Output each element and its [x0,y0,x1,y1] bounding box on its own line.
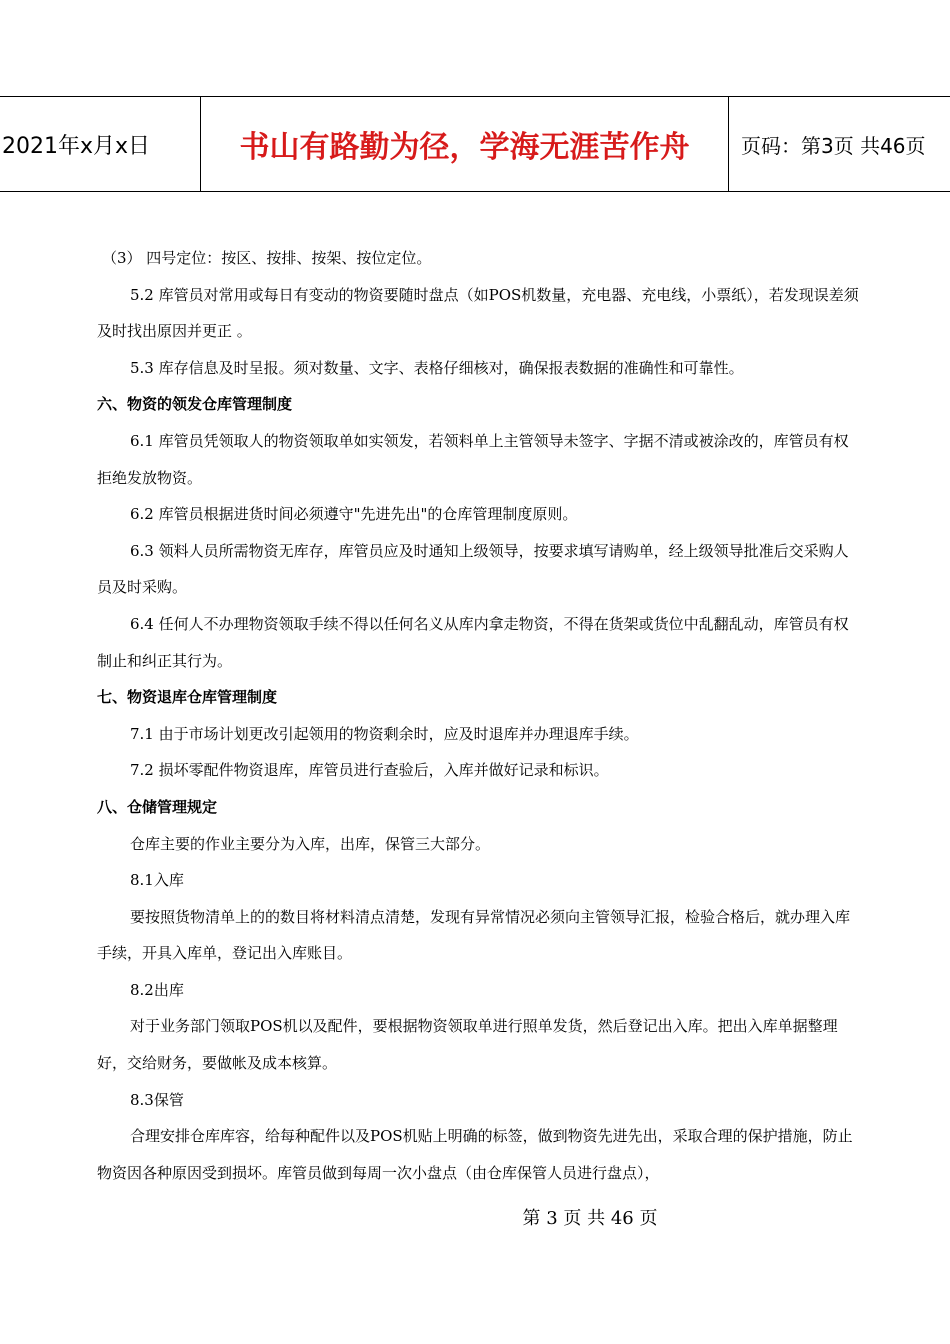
header-motto: 书山有路勤为径，学海无涯苦作舟 [201,97,729,191]
subheading-8-1: 8.1入库 [130,871,184,890]
paragraph-warehouse-overview: 仓库主要的作业主要分为入库，出库，保管三大部分。 [130,834,491,853]
header-date: 2021年x月x日 [0,97,201,191]
paragraph-6-1: 6.1 库管员凭领取人的物资领取单如实领发，若领料单上主管领导未签字、字据不清或被涂改的，库管员有权拒绝发放物资。 [97,431,849,487]
subheading-8-2: 8.2出库 [130,980,184,999]
paragraph-5-3: 5.3 库存信息及时呈报。须对数量、文字、表格仔细核对，确保报表数据的准确性和可靠性。 [130,358,744,377]
paragraph-6-2: 6.2 库管员根据进货时间必须遵守"先进先出"的仓库管理制度原则。 [130,505,578,524]
paragraph-outbound: 对于业务部门领取POS机以及配件，要根据物资领取单进行照单发货，然后登记出入库。把出入库单据整理好，交给财务，要做帐及成本核算。 [97,1017,838,1073]
section-heading-8: 八、仓储管理规定 [97,797,218,816]
paragraph-6-4: 6.4 任何人不办理物资领取手续不得以任何名义从库内拿走物资，不得在货架或货位中乱翻乱动，库管员有权制止和纠正其行为。 [97,614,849,670]
paragraph-5-2: 5.2 库管员对常用或每日有变动的物资要随时盘点（如POS机数量，充电器、充电线，小票纸），若发现误差须及时找出原因并更正 。 [97,285,859,341]
header-page-number: 页码：第3页 共46页 [741,133,926,158]
paragraph-storage: 合理安排仓库库容，给每种配件以及POS机贴上明确的标签，做到物资先进先出，采取合理的保护措施，防止物资因各种原因受到损坏。库管员做到每周一次小盘点（由仓库保管人员进行盘点）， [97,1127,853,1182]
page-footer: 第 3 页 共 46 页 [522,1208,658,1229]
paragraph-7-2: 7.2 损坏零配件物资退库，库管员进行查验后，入库并做好记录和标识。 [130,761,609,780]
paragraph-inbound: 要按照货物清单上的的数目将材料清点清楚，发现有异常情况必须向主管领导汇报，检验合格后，就办理入库手续，开具入库单，登记出入库账目。 [97,907,851,963]
subheading-8-3: 8.3保管 [130,1090,184,1109]
page-header [0,96,950,192]
section-heading-6: 六、物资的领发仓库管理制度 [97,395,293,414]
section-heading-7: 七、物资退库仓库管理制度 [97,688,278,707]
document-body [97,240,862,1191]
paragraph-positioning: （3） 四号定位：按区、按排、按架、按位定位。 [102,249,432,267]
paragraph-7-1: 7.1 由于市场计划更改引起领用的物资剩余时，应及时退库并办理退库手续。 [130,724,639,743]
paragraph-6-3: 6.3 领料人员所需物资无库存，库管员应及时通知上级领导，按要求填写请购单，经上级领导批准后交采购人员及时采购。 [97,541,849,597]
